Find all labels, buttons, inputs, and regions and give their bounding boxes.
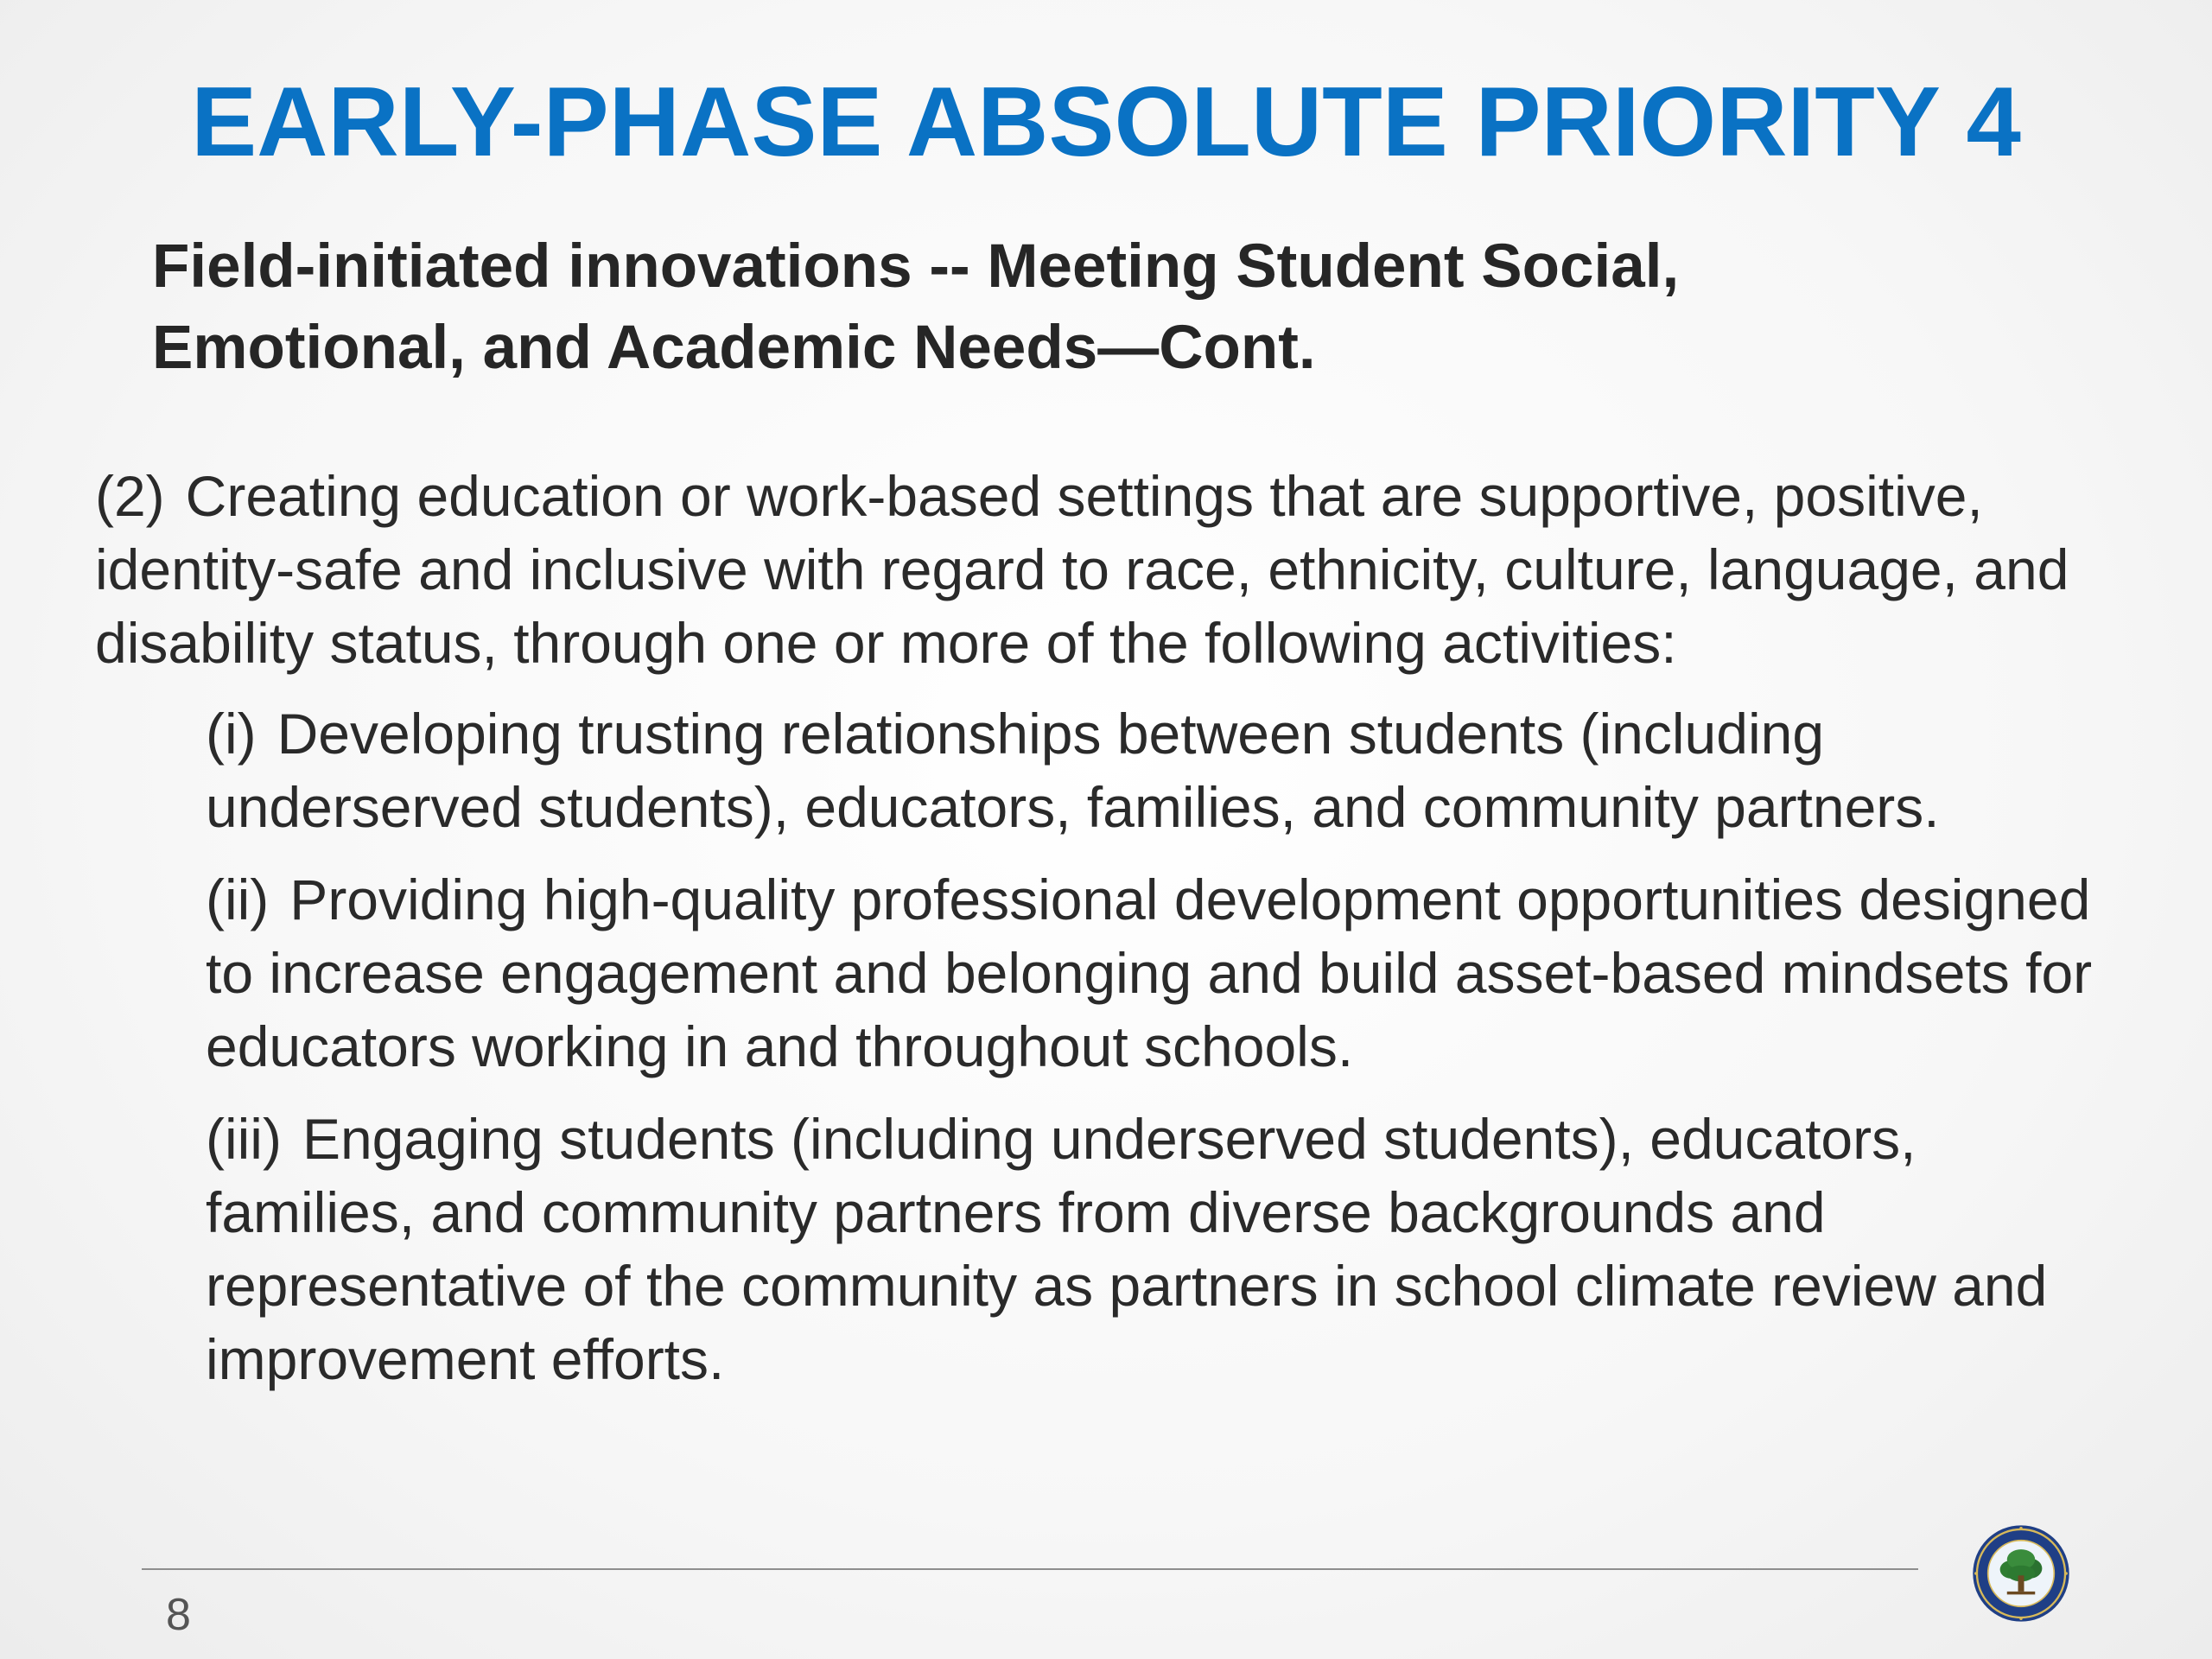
department-of-education-seal-icon — [1971, 1523, 2071, 1624]
subtitle-line-1: Field-initiated innovations -- Meeting Student Social, — [152, 232, 1680, 301]
intro-text: Creating education or work-based settings that are supportive, positive, identity-safe and inclusive with regard to race, ethnicity, culture, language, and disability status, through one or more of the following activities: — [95, 464, 2069, 675]
list-item-text: Developing trusting relationships between students (including underserved students), educators, families, and community partners. — [206, 702, 1940, 839]
list-item-text: Engaging students (including underserved students), educators, families, and community partners from diverse backgrounds and representative of the community as partners in school climate review and improvement efforts. — [206, 1107, 2048, 1391]
intro-paragraph — [95, 460, 2108, 680]
list-item — [206, 697, 2108, 844]
list-item-marker: (ii) — [206, 868, 270, 931]
subtitle-line-2: Emotional, and Academic Needs—Cont. — [152, 314, 1316, 382]
footer-divider — [142, 1568, 1918, 1570]
slide-body — [95, 460, 2108, 1415]
list-item — [206, 1103, 2108, 1396]
intro-marker: (2) — [95, 464, 165, 528]
list-item-marker: (iii) — [206, 1107, 282, 1171]
list-item — [206, 863, 2108, 1084]
page-number: 8 — [166, 1590, 191, 1640]
slide-subtitle — [152, 226, 2105, 389]
slide-title: EARLY-PHASE ABSOLUTE PRIORITY 4 — [191, 67, 2021, 177]
list-item-text: Providing high-quality professional development opportunities designed to increase engagement and belonging and build asset-based mindsets for educators working in and throughout schools. — [206, 868, 2093, 1078]
list-item-marker: (i) — [206, 702, 257, 766]
